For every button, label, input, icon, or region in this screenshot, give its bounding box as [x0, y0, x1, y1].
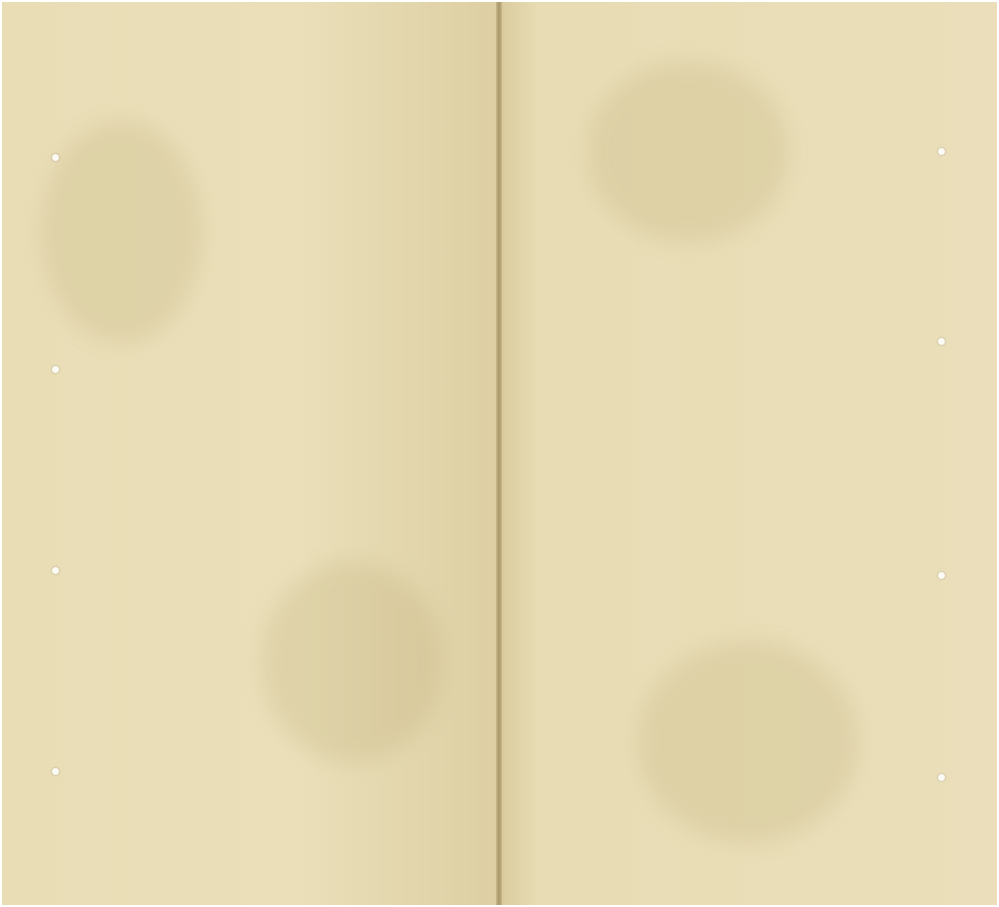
right-page-column-7: [663, 2, 693, 905]
binding-hole: [938, 148, 945, 155]
right-page-column-2: [843, 2, 873, 905]
right-page-column-1: [879, 2, 909, 905]
left-page-text: [30, 2, 470, 905]
left-page-column-11: [80, 2, 110, 905]
left-page-column-3: [368, 2, 398, 905]
left-page-column-8: [188, 2, 218, 905]
left-page-column-4: [332, 2, 362, 905]
right-page: [498, 2, 997, 905]
binding-hole: [938, 774, 945, 781]
binding-hole: [52, 567, 59, 574]
binding-hole: [938, 338, 945, 345]
binding-hole: [52, 768, 59, 775]
right-page-column-4: [771, 2, 801, 905]
binding-hole: [52, 366, 59, 373]
left-page-column-9: [152, 2, 182, 905]
book-spread: [2, 2, 997, 905]
right-page-text: [505, 2, 945, 905]
right-page-column-6: [699, 2, 729, 905]
left-page-column-1: [440, 2, 470, 905]
left-page-column-10: [116, 2, 146, 905]
book-gutter: [496, 2, 502, 905]
left-page-column-2: [404, 2, 434, 905]
right-page-column-3: [807, 2, 837, 905]
left-page: [2, 2, 498, 905]
left-page-column-5: [296, 2, 326, 905]
left-page-column-12: [44, 2, 74, 905]
right-page-title: [915, 2, 945, 905]
right-page-column-8: [627, 2, 657, 905]
right-page-column-5: [735, 2, 765, 905]
left-page-column-7: [224, 2, 254, 905]
right-page-column-9: [591, 2, 621, 905]
right-page-column-10: [555, 2, 585, 905]
left-page-column-6: [260, 2, 290, 905]
right-page-column-11: [519, 2, 549, 905]
binding-hole: [52, 154, 59, 161]
binding-hole: [938, 572, 945, 579]
